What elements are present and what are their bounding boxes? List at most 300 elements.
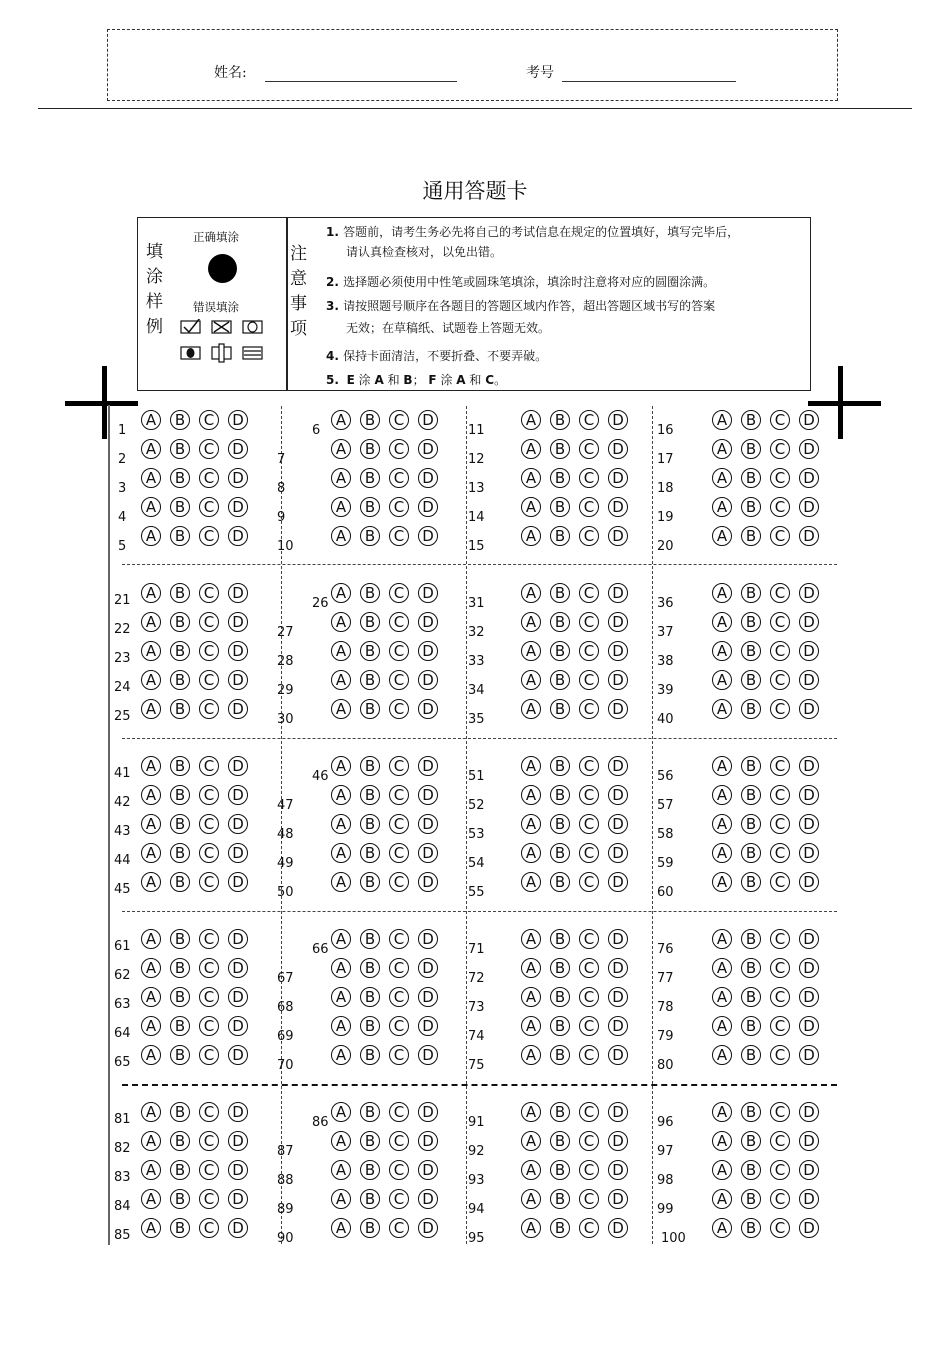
- answer-option-c[interactable]: C: [199, 756, 219, 776]
- answer-option-c[interactable]: C: [199, 1131, 219, 1151]
- answer-option-a[interactable]: A: [521, 929, 541, 949]
- answer-option-c[interactable]: C: [389, 1218, 409, 1238]
- answer-option-c[interactable]: C: [579, 583, 599, 603]
- answer-option-a[interactable]: A: [141, 929, 161, 949]
- answer-option-d[interactable]: D: [418, 1045, 438, 1065]
- answer-option-d[interactable]: D: [799, 843, 819, 863]
- answer-option-d[interactable]: D: [228, 1102, 248, 1122]
- answer-option-c[interactable]: C: [579, 497, 599, 517]
- answer-option-a[interactable]: A: [521, 1160, 541, 1180]
- answer-option-c[interactable]: C: [389, 1131, 409, 1151]
- answer-option-d[interactable]: D: [418, 1218, 438, 1238]
- answer-option-c[interactable]: C: [579, 987, 599, 1007]
- answer-option-d[interactable]: D: [799, 612, 819, 632]
- answer-option-d[interactable]: D: [799, 641, 819, 661]
- answer-option-d[interactable]: D: [418, 699, 438, 719]
- answer-option-d[interactable]: D: [608, 1189, 628, 1209]
- answer-option-a[interactable]: A: [331, 1102, 351, 1122]
- answer-option-c[interactable]: C: [579, 872, 599, 892]
- answer-option-d[interactable]: D: [418, 785, 438, 805]
- answer-option-b[interactable]: B: [741, 814, 761, 834]
- answer-option-c[interactable]: C: [770, 814, 790, 834]
- answer-option-b[interactable]: B: [170, 583, 190, 603]
- answer-option-c[interactable]: C: [770, 583, 790, 603]
- answer-option-a[interactable]: A: [521, 785, 541, 805]
- answer-option-a[interactable]: A: [712, 872, 732, 892]
- answer-option-d[interactable]: D: [418, 814, 438, 834]
- answer-option-c[interactable]: C: [579, 526, 599, 546]
- answer-option-b[interactable]: B: [741, 410, 761, 430]
- answer-option-b[interactable]: B: [170, 785, 190, 805]
- answer-option-a[interactable]: A: [712, 526, 732, 546]
- answer-option-c[interactable]: C: [579, 958, 599, 978]
- answer-option-a[interactable]: A: [141, 670, 161, 690]
- answer-option-a[interactable]: A: [521, 1218, 541, 1238]
- answer-option-c[interactable]: C: [579, 1016, 599, 1036]
- answer-option-d[interactable]: D: [608, 410, 628, 430]
- answer-option-b[interactable]: B: [170, 1189, 190, 1209]
- answer-option-b[interactable]: B: [741, 1160, 761, 1180]
- answer-option-d[interactable]: D: [608, 497, 628, 517]
- answer-option-c[interactable]: C: [770, 439, 790, 459]
- answer-option-c[interactable]: C: [389, 699, 409, 719]
- answer-option-d[interactable]: D: [799, 1016, 819, 1036]
- answer-option-b[interactable]: B: [360, 756, 380, 776]
- answer-option-b[interactable]: B: [550, 468, 570, 488]
- answer-option-b[interactable]: B: [170, 468, 190, 488]
- answer-option-a[interactable]: A: [141, 1131, 161, 1151]
- answer-option-a[interactable]: A: [712, 670, 732, 690]
- answer-option-c[interactable]: C: [579, 641, 599, 661]
- answer-option-d[interactable]: D: [799, 1189, 819, 1209]
- answer-option-b[interactable]: B: [360, 439, 380, 459]
- answer-option-a[interactable]: A: [141, 814, 161, 834]
- answer-option-d[interactable]: D: [799, 1160, 819, 1180]
- answer-option-d[interactable]: D: [608, 612, 628, 632]
- answer-option-a[interactable]: A: [331, 987, 351, 1007]
- answer-option-d[interactable]: D: [228, 785, 248, 805]
- answer-option-a[interactable]: A: [141, 987, 161, 1007]
- answer-option-d[interactable]: D: [228, 439, 248, 459]
- answer-option-b[interactable]: B: [170, 814, 190, 834]
- answer-option-d[interactable]: D: [418, 929, 438, 949]
- answer-option-c[interactable]: C: [199, 497, 219, 517]
- answer-option-a[interactable]: A: [521, 439, 541, 459]
- answer-option-d[interactable]: D: [418, 1160, 438, 1180]
- answer-option-a[interactable]: A: [712, 1160, 732, 1180]
- answer-option-c[interactable]: C: [770, 1160, 790, 1180]
- answer-option-c[interactable]: C: [389, 1102, 409, 1122]
- answer-option-d[interactable]: D: [418, 526, 438, 546]
- answer-option-d[interactable]: D: [228, 670, 248, 690]
- answer-option-c[interactable]: C: [389, 439, 409, 459]
- answer-option-a[interactable]: A: [141, 641, 161, 661]
- answer-option-b[interactable]: B: [170, 1045, 190, 1065]
- answer-option-a[interactable]: A: [141, 872, 161, 892]
- answer-option-a[interactable]: A: [331, 699, 351, 719]
- answer-option-b[interactable]: B: [741, 641, 761, 661]
- answer-option-d[interactable]: D: [228, 987, 248, 1007]
- answer-option-c[interactable]: C: [389, 756, 409, 776]
- answer-option-a[interactable]: A: [141, 1160, 161, 1180]
- answer-option-c[interactable]: C: [389, 641, 409, 661]
- answer-option-d[interactable]: D: [608, 1016, 628, 1036]
- answer-option-b[interactable]: B: [170, 1160, 190, 1180]
- answer-option-d[interactable]: D: [608, 641, 628, 661]
- answer-option-a[interactable]: A: [331, 1218, 351, 1238]
- answer-option-a[interactable]: A: [141, 468, 161, 488]
- answer-option-b[interactable]: B: [360, 410, 380, 430]
- answer-option-b[interactable]: B: [741, 1218, 761, 1238]
- answer-option-c[interactable]: C: [389, 958, 409, 978]
- answer-option-a[interactable]: A: [521, 756, 541, 776]
- answer-option-c[interactable]: C: [770, 497, 790, 517]
- answer-option-b[interactable]: B: [741, 699, 761, 719]
- answer-option-b[interactable]: B: [360, 872, 380, 892]
- answer-option-c[interactable]: C: [389, 1016, 409, 1036]
- answer-option-d[interactable]: D: [418, 1016, 438, 1036]
- answer-option-c[interactable]: C: [770, 1102, 790, 1122]
- answer-option-b[interactable]: B: [360, 670, 380, 690]
- answer-option-b[interactable]: B: [741, 612, 761, 632]
- answer-option-a[interactable]: A: [331, 929, 351, 949]
- answer-option-b[interactable]: B: [360, 814, 380, 834]
- answer-option-d[interactable]: D: [228, 1189, 248, 1209]
- answer-option-b[interactable]: B: [741, 958, 761, 978]
- answer-option-b[interactable]: B: [741, 1045, 761, 1065]
- answer-option-c[interactable]: C: [770, 958, 790, 978]
- answer-option-d[interactable]: D: [799, 497, 819, 517]
- answer-option-a[interactable]: A: [521, 958, 541, 978]
- answer-option-b[interactable]: B: [170, 497, 190, 517]
- answer-option-d[interactable]: D: [608, 468, 628, 488]
- answer-option-c[interactable]: C: [389, 670, 409, 690]
- answer-option-d[interactable]: D: [418, 958, 438, 978]
- answer-option-b[interactable]: B: [550, 526, 570, 546]
- answer-option-a[interactable]: A: [331, 958, 351, 978]
- answer-option-a[interactable]: A: [331, 497, 351, 517]
- answer-option-a[interactable]: A: [712, 468, 732, 488]
- answer-option-b[interactable]: B: [741, 1102, 761, 1122]
- answer-option-a[interactable]: A: [712, 1131, 732, 1151]
- answer-option-a[interactable]: A: [712, 987, 732, 1007]
- answer-option-d[interactable]: D: [228, 1160, 248, 1180]
- answer-option-a[interactable]: A: [712, 1189, 732, 1209]
- answer-option-d[interactable]: D: [608, 1131, 628, 1151]
- answer-option-d[interactable]: D: [228, 1131, 248, 1151]
- answer-option-d[interactable]: D: [799, 987, 819, 1007]
- answer-option-c[interactable]: C: [579, 1045, 599, 1065]
- answer-option-a[interactable]: A: [712, 410, 732, 430]
- answer-option-d[interactable]: D: [799, 526, 819, 546]
- answer-option-b[interactable]: B: [360, 497, 380, 517]
- answer-option-c[interactable]: C: [770, 872, 790, 892]
- answer-option-a[interactable]: A: [521, 583, 541, 603]
- answer-option-d[interactable]: D: [418, 1131, 438, 1151]
- answer-option-d[interactable]: D: [799, 929, 819, 949]
- answer-option-d[interactable]: D: [799, 1102, 819, 1122]
- answer-option-d[interactable]: D: [228, 1016, 248, 1036]
- answer-option-a[interactable]: A: [521, 699, 541, 719]
- answer-option-c[interactable]: C: [770, 1131, 790, 1151]
- answer-option-a[interactable]: A: [141, 1102, 161, 1122]
- answer-option-c[interactable]: C: [199, 814, 219, 834]
- answer-option-a[interactable]: A: [712, 1045, 732, 1065]
- answer-option-a[interactable]: A: [331, 1131, 351, 1151]
- answer-option-c[interactable]: C: [770, 785, 790, 805]
- answer-option-c[interactable]: C: [579, 929, 599, 949]
- answer-option-a[interactable]: A: [712, 439, 732, 459]
- answer-option-b[interactable]: B: [360, 468, 380, 488]
- answer-option-d[interactable]: D: [418, 872, 438, 892]
- answer-option-c[interactable]: C: [770, 612, 790, 632]
- answer-option-b[interactable]: B: [360, 1189, 380, 1209]
- answer-option-b[interactable]: B: [360, 612, 380, 632]
- answer-option-c[interactable]: C: [579, 1102, 599, 1122]
- answer-option-d[interactable]: D: [228, 958, 248, 978]
- answer-option-b[interactable]: B: [550, 958, 570, 978]
- answer-option-c[interactable]: C: [199, 641, 219, 661]
- answer-option-c[interactable]: C: [579, 785, 599, 805]
- answer-option-d[interactable]: D: [799, 756, 819, 776]
- answer-option-c[interactable]: C: [579, 699, 599, 719]
- answer-option-c[interactable]: C: [389, 814, 409, 834]
- answer-option-a[interactable]: A: [521, 1131, 541, 1151]
- answer-option-b[interactable]: B: [360, 699, 380, 719]
- answer-option-a[interactable]: A: [141, 958, 161, 978]
- answer-option-b[interactable]: B: [360, 929, 380, 949]
- answer-option-b[interactable]: B: [360, 1045, 380, 1065]
- answer-option-a[interactable]: A: [521, 872, 541, 892]
- answer-option-c[interactable]: C: [389, 410, 409, 430]
- answer-option-d[interactable]: D: [228, 410, 248, 430]
- answer-option-b[interactable]: B: [550, 1189, 570, 1209]
- answer-option-c[interactable]: C: [199, 699, 219, 719]
- answer-option-a[interactable]: A: [141, 612, 161, 632]
- answer-option-b[interactable]: B: [360, 1016, 380, 1036]
- answer-option-a[interactable]: A: [521, 843, 541, 863]
- answer-option-d[interactable]: D: [418, 987, 438, 1007]
- answer-option-b[interactable]: B: [741, 1189, 761, 1209]
- answer-option-c[interactable]: C: [389, 1189, 409, 1209]
- answer-option-c[interactable]: C: [389, 1045, 409, 1065]
- answer-option-a[interactable]: A: [331, 1016, 351, 1036]
- answer-option-a[interactable]: A: [712, 699, 732, 719]
- answer-option-a[interactable]: A: [712, 612, 732, 632]
- answer-option-a[interactable]: A: [331, 756, 351, 776]
- answer-option-b[interactable]: B: [170, 1016, 190, 1036]
- answer-option-a[interactable]: A: [712, 756, 732, 776]
- answer-option-b[interactable]: B: [360, 958, 380, 978]
- answer-option-c[interactable]: C: [199, 670, 219, 690]
- answer-option-d[interactable]: D: [418, 1189, 438, 1209]
- answer-option-a[interactable]: A: [521, 526, 541, 546]
- answer-option-c[interactable]: C: [199, 410, 219, 430]
- answer-option-c[interactable]: C: [770, 410, 790, 430]
- answer-option-c[interactable]: C: [770, 670, 790, 690]
- answer-option-b[interactable]: B: [170, 1218, 190, 1238]
- answer-option-a[interactable]: A: [141, 583, 161, 603]
- answer-option-c[interactable]: C: [770, 843, 790, 863]
- answer-option-b[interactable]: B: [170, 641, 190, 661]
- answer-option-b[interactable]: B: [360, 1102, 380, 1122]
- answer-option-c[interactable]: C: [770, 526, 790, 546]
- answer-option-c[interactable]: C: [579, 843, 599, 863]
- answer-option-a[interactable]: A: [141, 1218, 161, 1238]
- answer-option-a[interactable]: A: [712, 958, 732, 978]
- answer-option-a[interactable]: A: [141, 843, 161, 863]
- answer-option-d[interactable]: D: [608, 670, 628, 690]
- answer-option-b[interactable]: B: [360, 1218, 380, 1238]
- answer-option-b[interactable]: B: [741, 987, 761, 1007]
- name-input-line[interactable]: [265, 67, 457, 82]
- answer-option-b[interactable]: B: [550, 670, 570, 690]
- answer-option-b[interactable]: B: [170, 612, 190, 632]
- answer-option-a[interactable]: A: [521, 468, 541, 488]
- answer-option-d[interactable]: D: [799, 785, 819, 805]
- answer-option-b[interactable]: B: [550, 1131, 570, 1151]
- answer-option-b[interactable]: B: [170, 987, 190, 1007]
- answer-option-d[interactable]: D: [418, 497, 438, 517]
- answer-option-b[interactable]: B: [170, 929, 190, 949]
- answer-option-d[interactable]: D: [608, 843, 628, 863]
- answer-option-b[interactable]: B: [550, 583, 570, 603]
- answer-option-a[interactable]: A: [331, 843, 351, 863]
- answer-option-b[interactable]: B: [550, 439, 570, 459]
- answer-option-c[interactable]: C: [579, 1160, 599, 1180]
- answer-option-d[interactable]: D: [799, 670, 819, 690]
- answer-option-b[interactable]: B: [550, 699, 570, 719]
- answer-option-b[interactable]: B: [170, 439, 190, 459]
- answer-option-d[interactable]: D: [608, 958, 628, 978]
- answer-option-a[interactable]: A: [712, 785, 732, 805]
- answer-option-a[interactable]: A: [141, 526, 161, 546]
- answer-option-d[interactable]: D: [228, 872, 248, 892]
- answer-option-a[interactable]: A: [521, 1102, 541, 1122]
- answer-option-a[interactable]: A: [712, 497, 732, 517]
- answer-option-b[interactable]: B: [360, 641, 380, 661]
- answer-option-a[interactable]: A: [712, 843, 732, 863]
- answer-option-d[interactable]: D: [608, 439, 628, 459]
- answer-option-c[interactable]: C: [579, 1218, 599, 1238]
- answer-option-a[interactable]: A: [331, 583, 351, 603]
- answer-option-c[interactable]: C: [770, 699, 790, 719]
- answer-option-d[interactable]: D: [799, 1218, 819, 1238]
- answer-option-a[interactable]: A: [712, 1218, 732, 1238]
- answer-option-c[interactable]: C: [389, 583, 409, 603]
- answer-option-d[interactable]: D: [228, 583, 248, 603]
- answer-option-b[interactable]: B: [550, 987, 570, 1007]
- answer-option-a[interactable]: A: [331, 1045, 351, 1065]
- answer-option-c[interactable]: C: [199, 1189, 219, 1209]
- answer-option-d[interactable]: D: [228, 843, 248, 863]
- answer-option-a[interactable]: A: [712, 641, 732, 661]
- answer-option-a[interactable]: A: [712, 814, 732, 834]
- answer-option-b[interactable]: B: [360, 987, 380, 1007]
- answer-option-a[interactable]: A: [521, 987, 541, 1007]
- answer-option-a[interactable]: A: [331, 468, 351, 488]
- answer-option-b[interactable]: B: [550, 843, 570, 863]
- answer-option-d[interactable]: D: [228, 1045, 248, 1065]
- answer-option-d[interactable]: D: [418, 583, 438, 603]
- answer-option-c[interactable]: C: [199, 583, 219, 603]
- answer-option-c[interactable]: C: [199, 1102, 219, 1122]
- answer-option-b[interactable]: B: [170, 872, 190, 892]
- answer-option-a[interactable]: A: [141, 756, 161, 776]
- answer-option-c[interactable]: C: [770, 756, 790, 776]
- answer-option-d[interactable]: D: [228, 526, 248, 546]
- answer-option-a[interactable]: A: [521, 814, 541, 834]
- answer-option-b[interactable]: B: [550, 1016, 570, 1036]
- answer-option-d[interactable]: D: [228, 699, 248, 719]
- answer-option-a[interactable]: A: [331, 410, 351, 430]
- answer-option-a[interactable]: A: [141, 1016, 161, 1036]
- answer-option-d[interactable]: D: [608, 1218, 628, 1238]
- answer-option-a[interactable]: A: [521, 670, 541, 690]
- answer-option-c[interactable]: C: [389, 1160, 409, 1180]
- answer-option-d[interactable]: D: [418, 468, 438, 488]
- answer-option-c[interactable]: C: [199, 1045, 219, 1065]
- answer-option-c[interactable]: C: [199, 929, 219, 949]
- answer-option-a[interactable]: A: [331, 872, 351, 892]
- answer-option-c[interactable]: C: [199, 468, 219, 488]
- answer-option-d[interactable]: D: [418, 1102, 438, 1122]
- answer-option-b[interactable]: B: [360, 1131, 380, 1151]
- answer-option-a[interactable]: A: [331, 526, 351, 546]
- answer-option-d[interactable]: D: [799, 439, 819, 459]
- answer-option-d[interactable]: D: [418, 756, 438, 776]
- answer-option-c[interactable]: C: [389, 468, 409, 488]
- answer-option-c[interactable]: C: [199, 987, 219, 1007]
- answer-option-b[interactable]: B: [550, 497, 570, 517]
- answer-option-a[interactable]: A: [331, 439, 351, 459]
- answer-option-c[interactable]: C: [199, 612, 219, 632]
- answer-option-b[interactable]: B: [741, 468, 761, 488]
- answer-option-a[interactable]: A: [521, 1189, 541, 1209]
- answer-option-d[interactable]: D: [608, 814, 628, 834]
- answer-option-d[interactable]: D: [608, 756, 628, 776]
- answer-option-a[interactable]: A: [521, 1016, 541, 1036]
- answer-option-d[interactable]: D: [799, 872, 819, 892]
- answer-option-c[interactable]: C: [389, 843, 409, 863]
- answer-option-a[interactable]: A: [141, 699, 161, 719]
- answer-option-d[interactable]: D: [418, 843, 438, 863]
- answer-option-c[interactable]: C: [199, 872, 219, 892]
- answer-option-b[interactable]: B: [741, 785, 761, 805]
- answer-option-d[interactable]: D: [228, 497, 248, 517]
- answer-option-a[interactable]: A: [521, 641, 541, 661]
- answer-option-b[interactable]: B: [741, 1131, 761, 1151]
- answer-option-d[interactable]: D: [608, 929, 628, 949]
- answer-option-d[interactable]: D: [228, 756, 248, 776]
- answer-option-c[interactable]: C: [770, 641, 790, 661]
- answer-option-b[interactable]: B: [741, 872, 761, 892]
- answer-option-d[interactable]: D: [608, 526, 628, 546]
- answer-option-d[interactable]: D: [228, 1218, 248, 1238]
- answer-option-c[interactable]: C: [579, 1189, 599, 1209]
- answer-option-c[interactable]: C: [389, 929, 409, 949]
- answer-option-b[interactable]: B: [550, 641, 570, 661]
- answer-option-c[interactable]: C: [199, 958, 219, 978]
- answer-option-c[interactable]: C: [389, 785, 409, 805]
- answer-option-b[interactable]: B: [170, 958, 190, 978]
- answer-option-a[interactable]: A: [521, 1045, 541, 1065]
- answer-option-d[interactable]: D: [608, 699, 628, 719]
- answer-option-b[interactable]: B: [550, 1045, 570, 1065]
- answer-option-d[interactable]: D: [608, 1102, 628, 1122]
- answer-option-c[interactable]: C: [389, 987, 409, 1007]
- answer-option-b[interactable]: B: [741, 439, 761, 459]
